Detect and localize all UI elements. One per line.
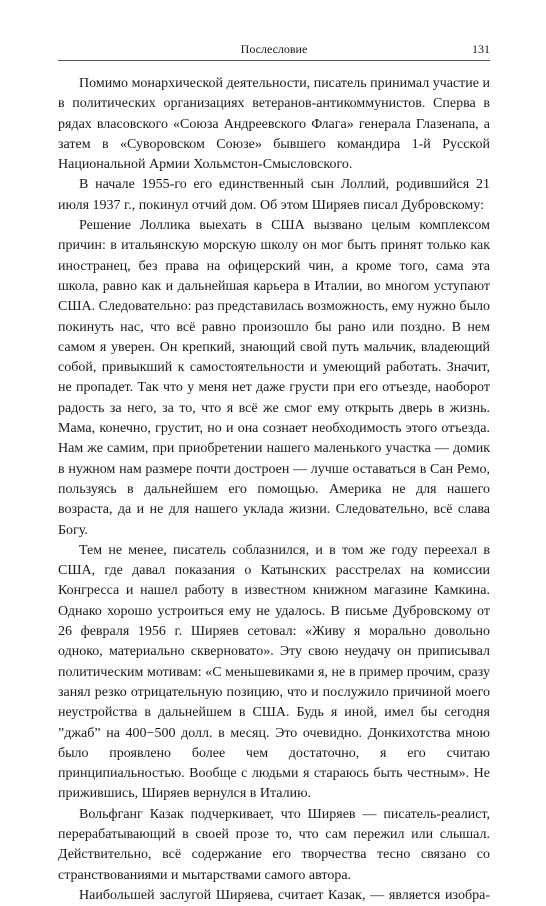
running-title: Послесловие [240,42,308,56]
page-number: 131 [472,42,490,56]
running-head [58,40,490,58]
paragraph: Помимо монархической деятельности, писатель принимал участие и в политических организациях ветеранов-антикоммунистов. Сперва в рядах власовского «Союза Андреевского Флага» генерала Глазенапа, а затем в «Суворовском Союзе» бывшего командира 1-й Русской Национальной Армии Хольмстон-Смысловского. [58,76,490,173]
body-text [58,74,490,906]
paragraph: Вольфганг Казак подчеркивает, что Ширяев — писатель-реалист, перерабатывающий в своей прозе то, что сам пережил или слышал. Действительно, всё содержание его творчества тесно связано со странствованиями и мытарствами самого автора. [58,806,490,883]
paragraph: Тем не менее, писатель соблазнился, и в том же году переехал в США, где давал показания о Катынских расстрелах на комиссии Конгресса и нашел работу в известном книжном магазине Камкина. Однако хорошо устроиться ему не удалось. В письме Дубровскому от 26 февраля 1956 г. Ширяев сетовал: «Живу я морально довольно одноко, материально скверновато». Эту свою неудачу он приписывал политическим мотивам: «С меньшевиками я, не в пример прочим, сразу занял резко отрицательную позицию, что и послужило причиной моего неустройства в дальнейшем в США. Будь я иной, имел бы сегодня ”джаб” на 400−500 долл. в месяц. Это очевидно. Донкихотства мною было проявлено более чем достаточно, я его считаю принципиальностью. Вообще с людьми я стараюсь быть честным». Не прижившись, Ширяев вернулся в Италию. [58,542,490,802]
paragraph: Наибольшей заслугой Ширяева, считает Казак, — является изобра- [79,887,490,903]
paragraph: В начале 1955-го его единственный сын Лоллий, родившийся 21 июля 1937 г., покинул отчий дом. Об этом Ширяев писал Дубровскому: [58,177,490,213]
paragraph: Решение Лоллика выехать в США вызвано целым комплексом причин: в итальянскую морскую школу он мог быть принят только как иностранец, без права на офицерский чин, а кроме того, сама эта школа, равно как и дальнейшая карьера в Италии, во многом уступают США. Следовательно: раз представилась возможность, ему нужно было покинуть нас, что всё равно произошло бы рано или поздно. В нем самом я уверен. Он крепкий, знающий свой путь мальчик, владеющий собой, привыкший к самостоятельности и умеющий работать. Значит, не пропадет. Так что у меня нет даже грусти при его отъезде, наоборот радость за него, за то, что я всё же смог ему открыть дверь в жизнь. Мама, конечно, грустит, но и она сознает необходимость этого отъезда. Нам же самим, при приобретении нашего маленького участка — домик в нужном нам размере почти достроен — лучше оставаться в Сан Ремо, пользуясь в дальнейшем его помощью. Америка не для нашего возраста, да и не для нашего уклада жизни. Следовательно, всё слава Богу. [58,218,490,538]
header-rule [58,60,490,61]
